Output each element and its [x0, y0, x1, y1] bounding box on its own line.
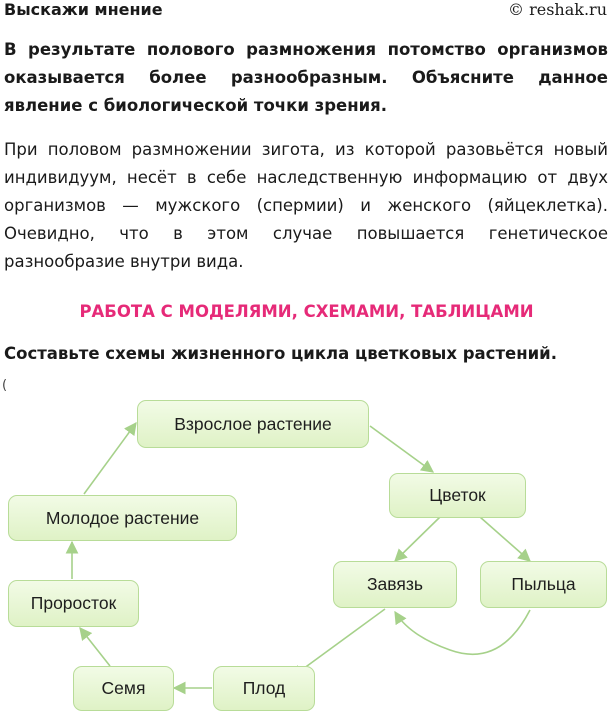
arrow-flower-to-pollen: [480, 517, 530, 561]
node-pollen: Пыльца: [480, 561, 607, 608]
arrow-flower-to-ovary: [395, 517, 440, 561]
answer-text: При половом размножении зигота, из которой разовьётся новый индивидуум, несёт в себе наследственную информацию от двух организмов — мужского (спермии) и женского (яйцеклетка). Очевидно, что в этом случае повышается генетическое разнообразие внутри вида.: [4, 140, 608, 271]
arrow-young-to-adult: [84, 423, 136, 494]
copyright: © reshak.ru: [508, 0, 607, 19]
section-title: Выскажи мнение: [4, 0, 163, 19]
node-ovary: Завязь: [333, 561, 457, 608]
node-sprout: Проросток: [8, 580, 139, 627]
node-flower: Цветок: [389, 473, 526, 518]
node-young-plant: Молодое растение: [8, 495, 237, 541]
arrow-adult-to-flower: [370, 426, 433, 472]
question-text: В результате полового размножения потомство организмов оказывается более разнообразным. Объясните данное явление с биологической точки зрения.: [4, 40, 608, 115]
node-seed: Семя: [73, 666, 174, 711]
node-fruit: Плод: [213, 666, 315, 711]
arrow-pollen-to-ovary: [395, 610, 530, 654]
section-heading: РАБОТА С МОДЕЛЯМИ, СХЕМАМИ, ТАБЛИЦАМИ: [79, 302, 534, 321]
task-text: Составьте схемы жизненного цикла цветковых растений.: [4, 344, 557, 363]
node-adult-plant: Взрослое растение: [137, 400, 369, 448]
arrow-seed-to-sprout: [80, 628, 110, 666]
bracket-mark: (: [2, 378, 8, 393]
